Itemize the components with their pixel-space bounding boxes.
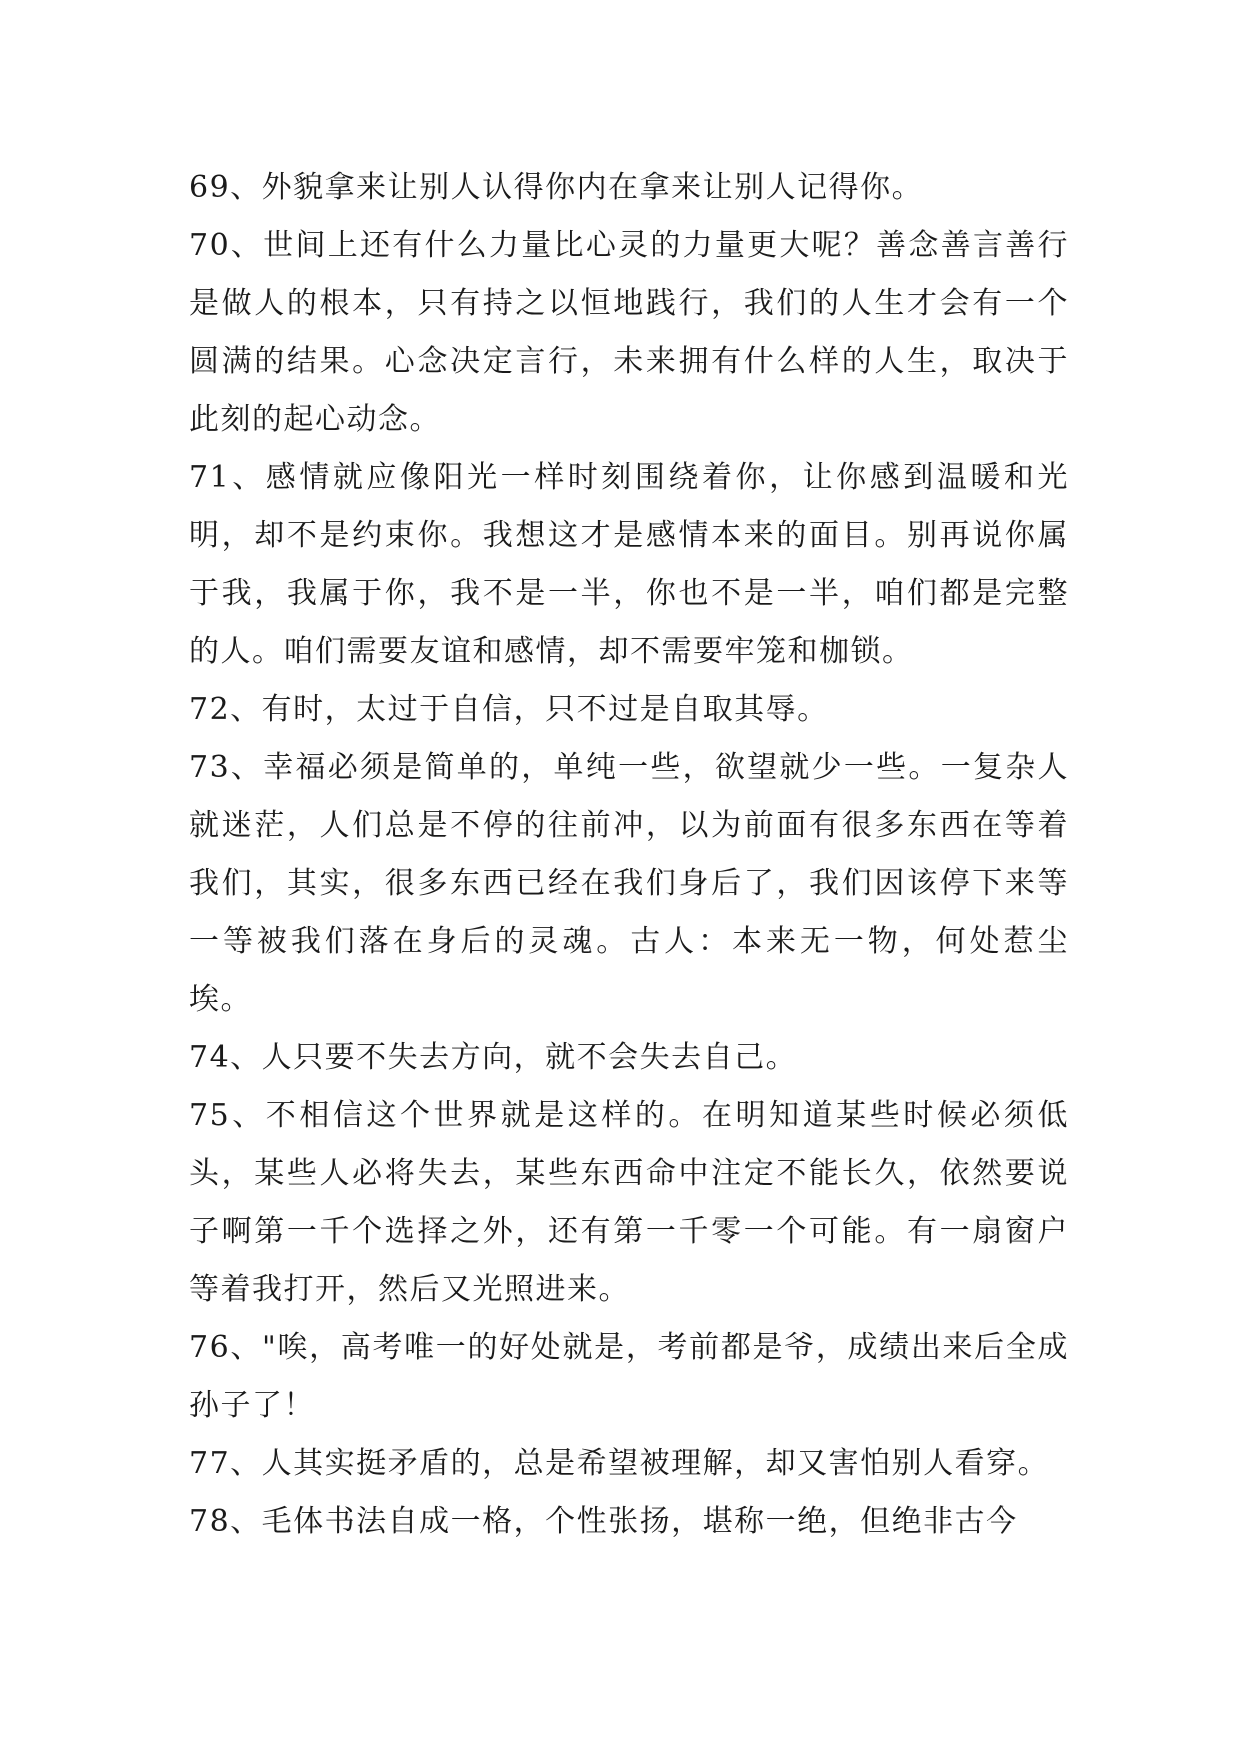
paragraph-75: 75、不相信这个世界就是这样的。在明知道某些时候必须低头，某些人必将失去，某些东西命中注定不能长久，依然要说子啊第一千个选择之外，还有第一千零一个可能。有一扇窗户等着我打开，然后又光照进来。 [189,1098,1069,1307]
paragraph-72: 72、有时，太过于自信，只不过是自取其辱。 [189,692,829,727]
paragraph-69: 69、外貌拿来让别人认得你内在拿来让别人记得你。 [189,170,924,205]
paragraph-74: 74、人只要不失去方向，就不会失去自己。 [189,1040,798,1075]
paragraph-78: 78、毛体书法自成一格，个性张扬，堪称一绝，但绝非古今 [189,1504,1018,1539]
paragraph-71: 71、感情就应像阳光一样时刻围绕着你，让你感到温暖和光明，却不是约束你。我想这才是感情本来的面目。别再说你属于我，我属于你，我不是一半，你也不是一半，咱们都是完整的人。咱们需要友谊和感情，却不需要牢笼和枷锁。 [189,460,1069,669]
paragraph-76: 76、"唉，高考唯一的好处就是，考前都是爷，成绩出来后全成孙子了！ [189,1330,1069,1423]
paragraph-77: 77、人其实挺矛盾的，总是希望被理解，却又害怕别人看穿。 [189,1446,1050,1481]
paragraph-73: 73、幸福必须是简单的，单纯一些，欲望就少一些。一复杂人就迷茫，人们总是不停的往前冲，以为前面有很多东西在等着我们，其实，很多东西已经在我们身后了，我们因该停下来等一等被我们落在身后的灵魂。古人：本来无一物，何处惹尘埃。 [189,750,1069,1017]
paragraph-70: 70、世间上还有什么力量比心灵的力量更大呢？善念善言善行是做人的根本，只有持之以恒地践行，我们的人生才会有一个圆满的结果。心念决定言行，未来拥有什么样的人生，取决于此刻的起心动念。 [189,228,1069,437]
document-body [189,159,1069,1551]
